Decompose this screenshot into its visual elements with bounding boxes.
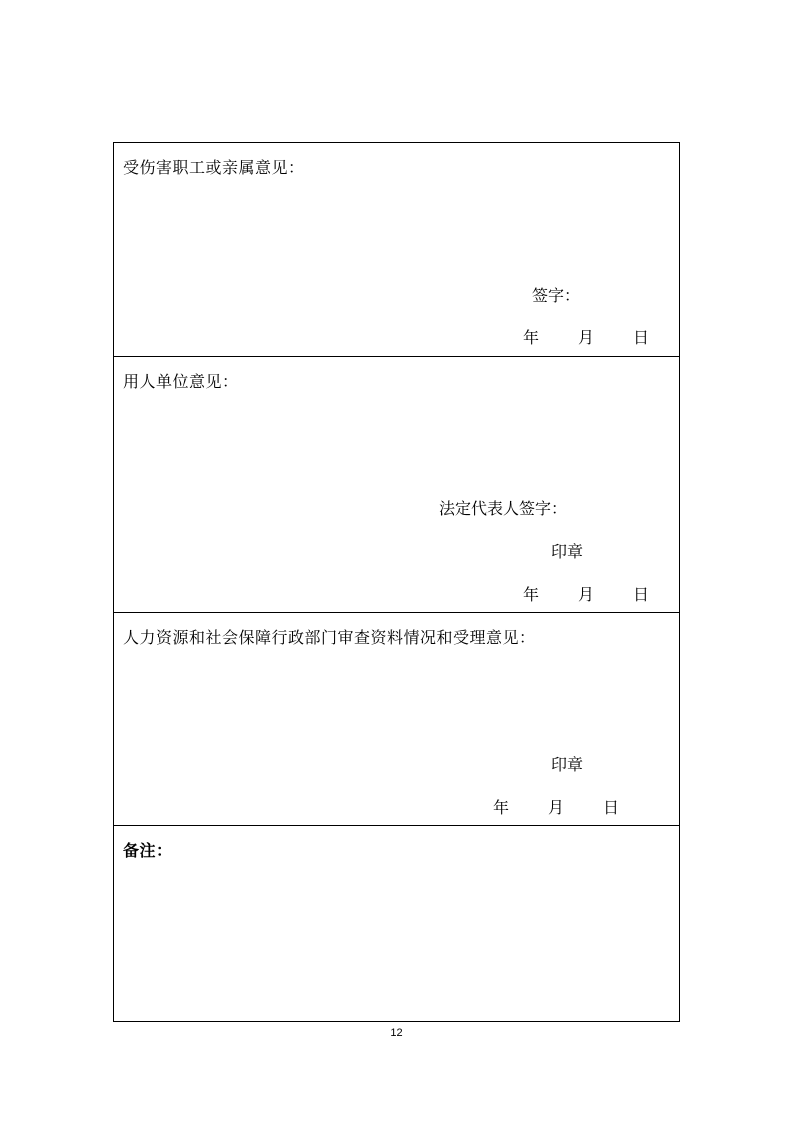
remarks-heading: 备注：: [123, 841, 173, 860]
date-day-label: 日: [633, 328, 650, 347]
employer-seal-label: 印章: [551, 542, 584, 561]
date-month-label: 月: [548, 798, 565, 817]
date-year-label: 年: [523, 328, 540, 347]
worker-signature-label: 签字：: [532, 286, 581, 305]
employer-opinion-section: [114, 356, 679, 612]
hr-dept-opinion-section: [114, 612, 679, 825]
date-year-label: 年: [523, 585, 540, 604]
date-day-label: 日: [603, 798, 620, 817]
date-month-label: 月: [578, 585, 595, 604]
date-month-label: 月: [578, 328, 595, 347]
opinion-form-table: [113, 142, 680, 1022]
date-year-label: 年: [493, 798, 510, 817]
worker-opinion-heading: 受伤害职工或亲属意见：: [123, 158, 305, 177]
employer-opinion-heading: 用人单位意见：: [123, 372, 239, 391]
legal-rep-signature-label: 法定代表人签字：: [439, 499, 568, 518]
worker-opinion-section: [114, 143, 679, 356]
hr-date-row: [493, 795, 619, 818]
hr-dept-opinion-heading: 人力资源和社会保障行政部门审查资料情况和受理意见：: [123, 628, 536, 647]
page-number: 12: [390, 1027, 403, 1039]
worker-date-row: [523, 325, 649, 348]
employer-date-row: [523, 582, 649, 605]
date-day-label: 日: [633, 585, 650, 604]
remarks-section: [114, 825, 679, 1022]
hr-seal-label: 印章: [551, 755, 584, 774]
